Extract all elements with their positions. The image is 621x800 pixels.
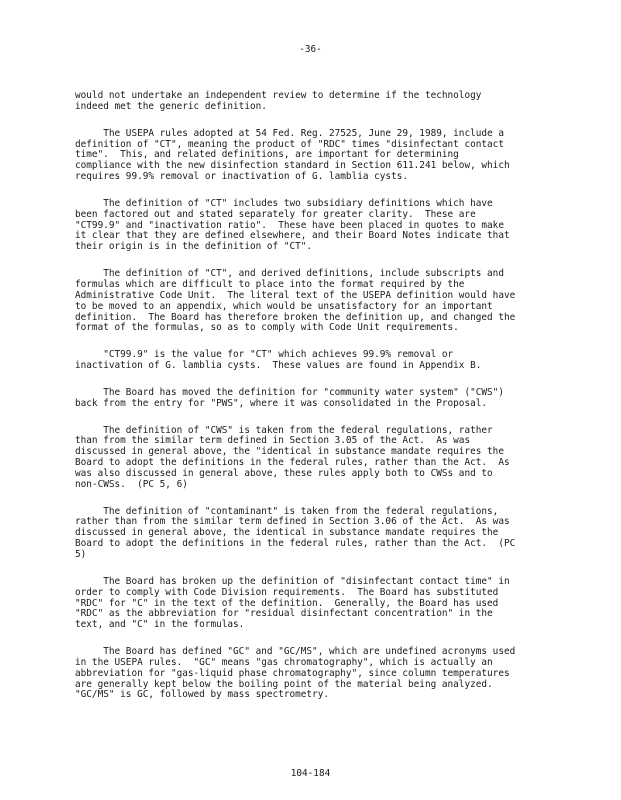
paragraph: The Board has defined "GC" and "GC/MS", which are undefined acronyms used in the USEPA rules. "GC" means "gas chromatography", which is actually an abbreviation for "gas-liquid phase chromatography", since column temperatures are generally kept below the boiling point of the material being analyzed. "GC/MS" is GC, followed by mass spectrometry. xyxy=(75,646,516,701)
paragraph: The definition of "contaminant" is taken from the federal regulations, rather than from the similar term defined in Section 3.06 of the Act. As was discussed in general above, the identical in substance mandate requires the Board to adopt the definitions in the federal rules, rather than the Act. (PC 5) xyxy=(75,505,516,560)
paragraph: "CT99.9" is the value for "CT" which achieves 99.9% removal or inactivation of G. lamblia cysts. These values are found in Appendix B. xyxy=(75,349,482,372)
paragraph: would not undertake an independent review to determine if the technology indeed met the generic definition. xyxy=(75,90,482,112)
paragraph: The Board has moved the definition for "community water system" ("CWS") back from the entry for "PWS", where it was consolidated in the Proposal. xyxy=(75,386,504,409)
paragraph: The USEPA rules adopted at 54 Fed. Reg. 27525, June 29, 1989, include a definition of "CT", meaning the product of "RDC" times "disinfectant contact time". This, and related definitions, are important for determining compliance with the new disinfection standard in Section 611.241 below, which requires 99.9% removal or inactivation of G. lamblia cysts. xyxy=(75,127,510,183)
body-text xyxy=(75,91,555,717)
page-number-top: -36- xyxy=(299,44,322,55)
page-number-bottom: 104-184 xyxy=(290,768,331,779)
paragraph: The definition of "CT", and derived definitions, include subscripts and formulas which are difficult to place into the format required by the Administrative Code Unit. The literal text of the USEPA definition would have to be moved to an appendix, which would be unsatisfactory for an important definition. The Board has therefore broken the definition up, and changed the format of the formulas, so as to comply with Code Unit requirements. xyxy=(75,268,516,334)
paragraph: The definition of "CWS" is taken from the federal regulations, rather than from the similar term defined in Section 3.05 of the Act. As was discussed in general above, the "identical in substance mandate requires the Board to adopt the definitions in the federal rules, rather than the Act. As was also discussed in general above, these rules apply both to CWSs and to non-CWSs. (PC 5, 6) xyxy=(75,424,510,490)
paragraph: The Board has broken up the definition of "disinfectant contact time" in order to comply with Code Division requirements. The Board has substituted "RDC" for "C" in the text of the definition. Generally, the Board has used "RDC" as the abbreviation for "residual disinfectant concentration" in the text, and "C" in the formulas. xyxy=(75,575,510,631)
paragraph: The definition of "CT" includes two subsidiary definitions which have been factored out and stated separately for greater clarity. These are "CT99.9" and "inactivation ratio". These have been placed in quotes to make it clear that they are defined elsewhere, and their Board Notes indicate that their origin is in the definition of "CT". xyxy=(75,197,510,253)
